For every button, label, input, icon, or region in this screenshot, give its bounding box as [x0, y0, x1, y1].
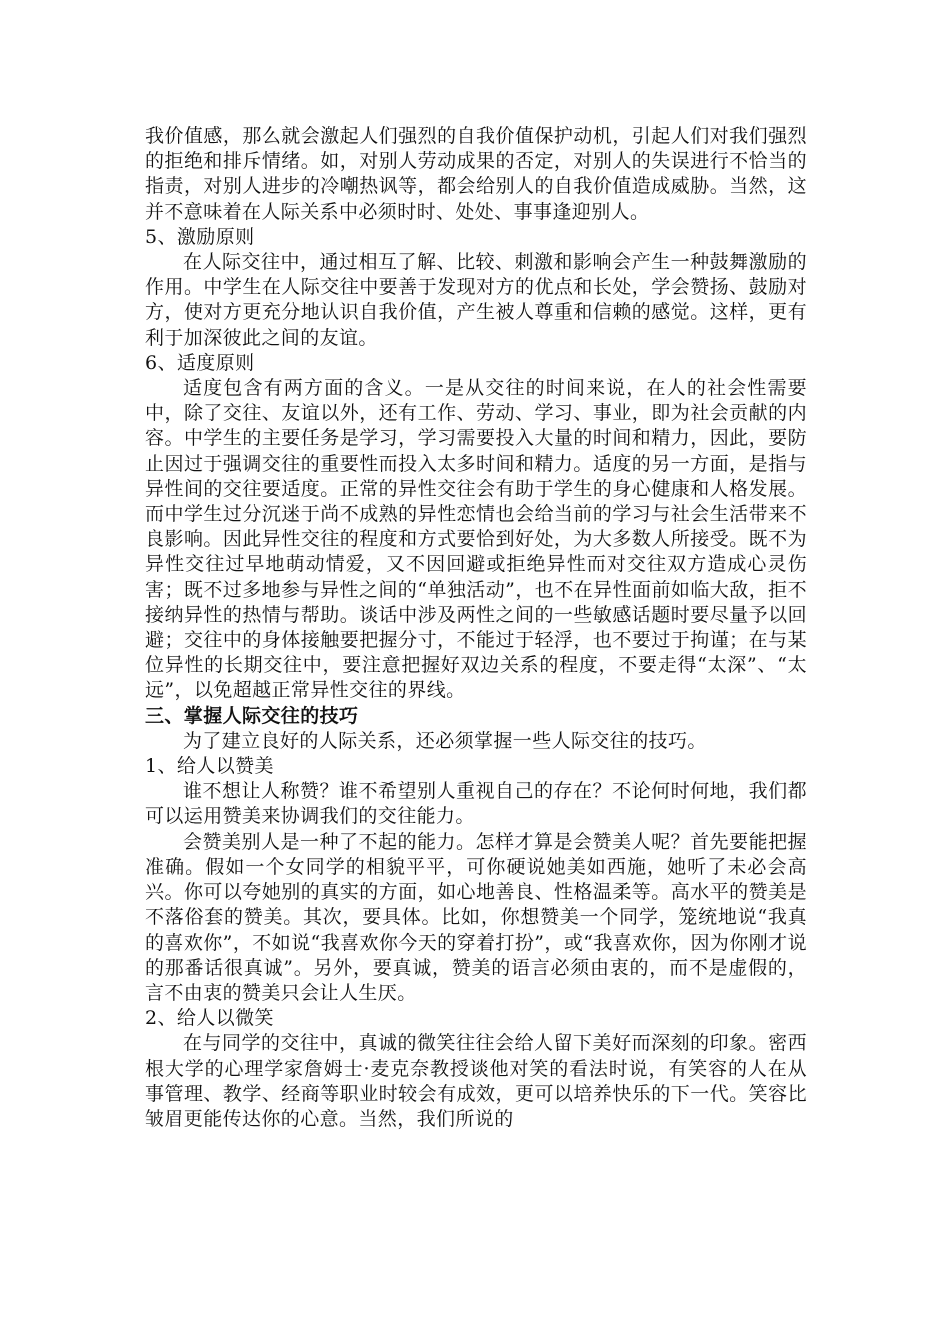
paragraph-praise-1: 谁不想让人称赞？谁不希望别人重视自己的存在？不论何时何地，我们都可以运用赞美来协调我们的交往能力。 — [145, 780, 807, 828]
paragraph-moderation: 适度包含有两方面的含义。一是从交往的时间来说，在人的社会性需要中，除了交往、友谊以外，还有工作、劳动、学习、事业，即为社会贡献的内容。中学生的主要任务是学习，学习需要投入大量的时间和精力，因此，要防止因过于强调交往的重要性而投入太多时间和精力。适度的另一方面，是指与异性间的交往要适度。正常的异性交往会有助于学生的身心健康和人格发展。而中学生过分沉迷于尚不成熟的异性恋情也会给当前的学习与社会生活带来不良影响。因此异性交往的程度和方式要恰到好处，为大多数人所接受。既不为异性交往过早地萌动情爱，又不因回避或拒绝异性而对交往双方造成心灵伤害；既不过多地参与异性之间的“单独活动”，也不在异性面前如临大敌，拒不接纳异性的热情与帮助。谈话中涉及两性之间的一些敏感话题时要尽量予以回避；交往中的身体接触要把握分寸，不能过于轻浮，也不要过于拘谨；在与某位异性的长期交往中，要注意把握好双边关系的程度，不要走得“太深”、“太远”，以免超越正常异性交往的界线。 — [145, 377, 807, 702]
paragraph-praise-2: 会赞美别人是一种了不起的能力。怎样才算是会赞美人呢？首先要能把握准确。假如一个女同学的相貌平平，可你硬说她美如西施，她听了未必会高兴。你可以夸她别的真实的方面，如心地善良、性格温柔等。高水平的赞美是不落俗套的赞美。其次，要具体。比如，你想赞美一个同学，笼统地说“我真的喜欢你”，不如说“我喜欢你今天的穿着打扮”，或“我喜欢你，因为你刚才说的那番话很真诚”。另外，要真诚，赞美的语言必须由衷的，而不是虚假的，言不由衷的赞美只会让人生厌。 — [145, 830, 807, 1004]
paragraph-smile: 在与同学的交往中，真诚的微笑往往会给人留下美好而深刻的印象。密西根大学的心理学家詹姆士·麦克奈教授谈他对笑的看法时说，有笑容的人在从事管理、教学、经商等职业时较会有成效，更可以培养快乐的下一代。笑容比皱眉更能传达你的心意。当然，我们所说的 — [145, 1032, 807, 1130]
section-heading-skills: 三、掌握人际交往的技巧 — [145, 704, 359, 727]
paragraph-incentive: 在人际交往中，通过相互了解、比较、刺激和影响会产生一种鼓舞激励的作用。中学生在人际交往中要善于发现对方的优点和长处，学会赞扬、鼓励对方，使对方更充分地认识自我价值，产生被人尊重和信赖的感觉。这样，更有利于加深彼此之间的友谊。 — [145, 251, 807, 349]
subheading-smile: 2、给人以微笑 — [145, 1007, 274, 1030]
paragraph-skills-intro: 为了建立良好的人际关系，还必须掌握一些人际交往的技巧。 — [183, 729, 707, 752]
subheading-moderation-principle: 6、适度原则 — [145, 351, 255, 374]
document-page — [145, 124, 807, 1132]
subheading-incentive-principle: 5、激励原则 — [145, 225, 255, 248]
subheading-praise: 1、给人以赞美 — [145, 755, 274, 778]
paragraph-self-worth-continued: 我价值感，那么就会激起人们强烈的自我价值保护动机，引起人们对我们强烈的拒绝和排斥情绪。如，对别人劳动成果的否定，对别人的失误进行不恰当的指责，对别人进步的冷嘲热讽等，都会给别人的自我价值造成威胁。当然，这并不意味着在人际关系中必须时时、处处、事事逢迎别人。 — [145, 125, 807, 223]
